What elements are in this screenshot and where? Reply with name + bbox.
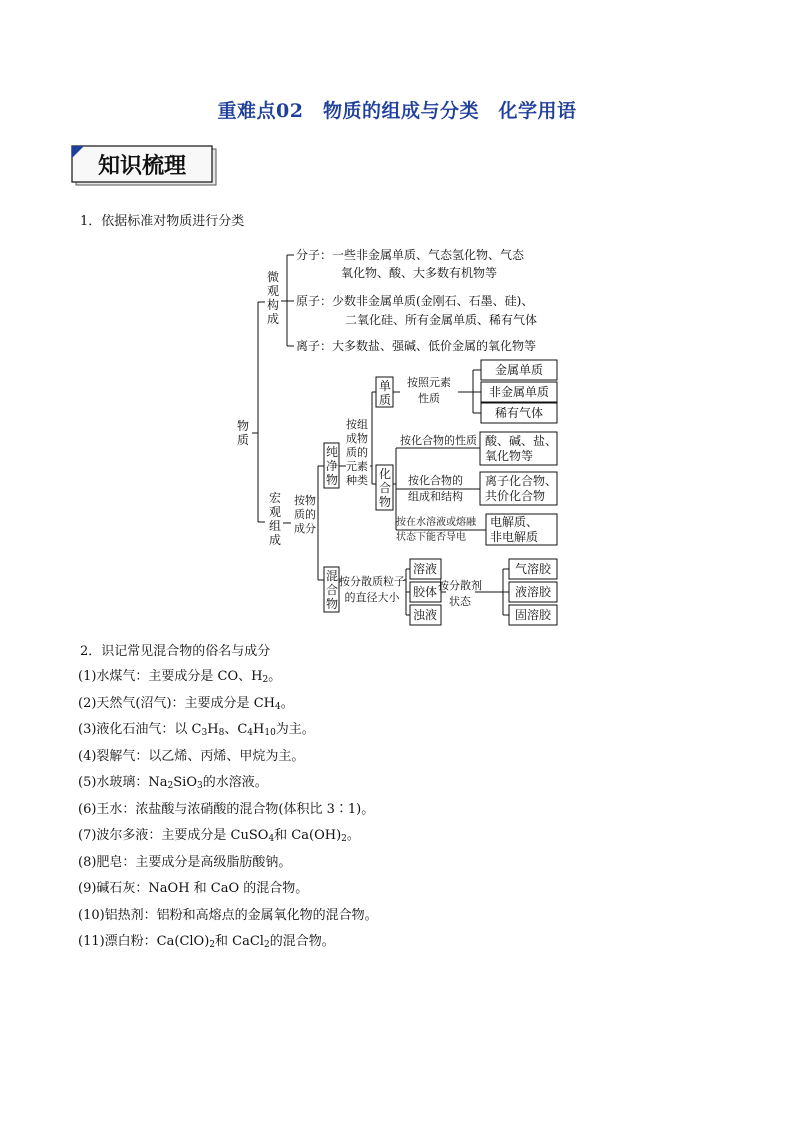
macro-label-char: 宏 (268, 491, 282, 505)
micro-label-char: 成 (266, 312, 280, 326)
simple-label-char: 单 (378, 379, 392, 393)
pure-label-char: 物 (325, 473, 339, 487)
by-dispersant-label: 状态 (449, 595, 471, 608)
molecule-line: 氧化物、酸、大多数有机物等 (341, 266, 498, 280)
by-element-prop-label: 性质 (418, 392, 440, 405)
by-comp-struct-label: 按化合物的 (408, 474, 463, 487)
atom-line: 二氧化硅、所有金属单质、稀有气体 (345, 313, 538, 327)
section-badge-text: 知识梳理 (97, 153, 187, 179)
mixture-item: (9)碱石灰：NaOH 和 CaO 的混合物。 (78, 881, 309, 896)
by-comp-struct-label: 组成和结构 (408, 490, 463, 503)
mixture-item: (5)水玻璃：$Na_2SiO_3$的水溶液。 (78, 775, 268, 791)
metal-simple: 金属单质 (494, 363, 544, 377)
simple-label-char: 质 (378, 393, 392, 407)
root-label-char: 质 (236, 433, 250, 447)
by-components-label: 质的 (294, 508, 316, 521)
acid-base-text: 氧化物等 (485, 449, 534, 463)
mixture-item: (10)铝热剂：铝粉和高熔点的金属氧化物的混合物。 (78, 907, 378, 923)
by-conduct-label: 状态下能否导电 (396, 532, 466, 543)
compound-label-char: 物 (378, 495, 392, 509)
by-element-label: 元素 (346, 460, 368, 473)
micro-label-char: 观 (266, 284, 280, 298)
mixture-item: (8)肥皂：主要成分是高级脂肪酸钠。 (78, 854, 292, 870)
atom-line: 原子：少数非金属单质(金刚石、石墨、硅)、 (296, 294, 534, 308)
liquid-sol: 液溶胶 (514, 585, 552, 599)
electrolyte-text: 非电解质 (490, 530, 539, 544)
gas-sol: 气溶胶 (514, 562, 552, 576)
mixture-item: (1)水煤气：主要成分是 CO、$H_2$。 (78, 669, 282, 685)
by-element-label: 成物 (346, 432, 368, 445)
solution: 溶液 (412, 562, 438, 576)
page-title: 重难点02 物质的组成与分类 化学用语 (217, 100, 577, 122)
mixture-label-char: 合 (325, 583, 339, 597)
mixture-item: (11)漂白粉：$Ca(ClO)_2$和 CaCl$_2$的混合物。 (78, 934, 335, 950)
macro-label-char: 观 (268, 505, 282, 519)
electrolyte-text: 电解质、 (490, 515, 539, 529)
compound-label-char: 合 (378, 481, 392, 495)
by-compound-prop-label: 按化合物的性质 (400, 434, 477, 447)
mixture-label-char: 物 (325, 597, 339, 611)
ionic-covalent-text: 共价化合物 (485, 489, 546, 503)
micro-label-char: 构 (266, 298, 280, 312)
noble-gas: 稀有气体 (494, 406, 544, 420)
nonmetal-simple: 非金属单质 (488, 385, 550, 399)
mixture-item: (2)天然气(沼气)：主要成分是 $CH_4$。 (78, 695, 294, 712)
mixture-label-char: 混 (325, 569, 339, 583)
section-2-heading: 2．识记常见混合物的俗名与成分 (80, 644, 271, 659)
mixture-item: (3)液化石油气：以 $C_3H_8$、$C_4H_{10}$为主。 (78, 722, 315, 738)
by-element-prop-label: 按照元素 (407, 376, 451, 389)
mixture-item: (4)裂解气：以乙烯、丙烯、甲烷为主。 (78, 748, 305, 764)
acid-base-text: 酸、碱、盐、 (485, 434, 558, 448)
by-particle-label: 的直径大小 (344, 591, 400, 604)
section-1-heading: 1．依据标准对物质进行分类 (80, 214, 245, 229)
by-element-label: 质的 (346, 446, 368, 459)
root-label-char: 物 (236, 419, 250, 433)
suspension: 浊液 (412, 608, 438, 622)
pure-label-char: 纯 (325, 445, 339, 459)
mixture-item: (6)王水：浓盐酸与浓硝酸的混合物(体积比 3∶1)。 (78, 801, 375, 817)
pure-label-char: 净 (325, 459, 339, 473)
by-element-label: 按组 (346, 418, 368, 431)
macro-label-char: 组 (268, 519, 282, 533)
colloid: 胶体 (412, 585, 438, 599)
ionic-covalent-text: 离子化合物、 (485, 474, 558, 488)
by-dispersant-label: 按分散剂 (438, 579, 482, 592)
molecule-line: 分子：一些非金属单质、气态氢化物、气态 (296, 248, 525, 262)
by-components-label: 按物 (294, 494, 316, 507)
micro-label-char: 微 (266, 270, 280, 284)
ion-line: 离子：大多数盐、强碱、低价金属的氧化物等 (296, 339, 537, 353)
solid-sol: 固溶胶 (514, 608, 552, 622)
by-components-label: 成分 (294, 522, 316, 535)
by-conduct-label: 按在水溶液或熔融 (396, 517, 476, 528)
by-particle-label: 按分散质粒子 (339, 575, 405, 588)
macro-label-char: 成 (268, 533, 282, 547)
by-element-label: 种类 (346, 474, 368, 487)
mixture-item: (7)波尔多液：主要成分是 CuSO$_4$和 $Ca(OH)_2$。 (78, 828, 360, 844)
compound-label-char: 化 (378, 467, 392, 481)
